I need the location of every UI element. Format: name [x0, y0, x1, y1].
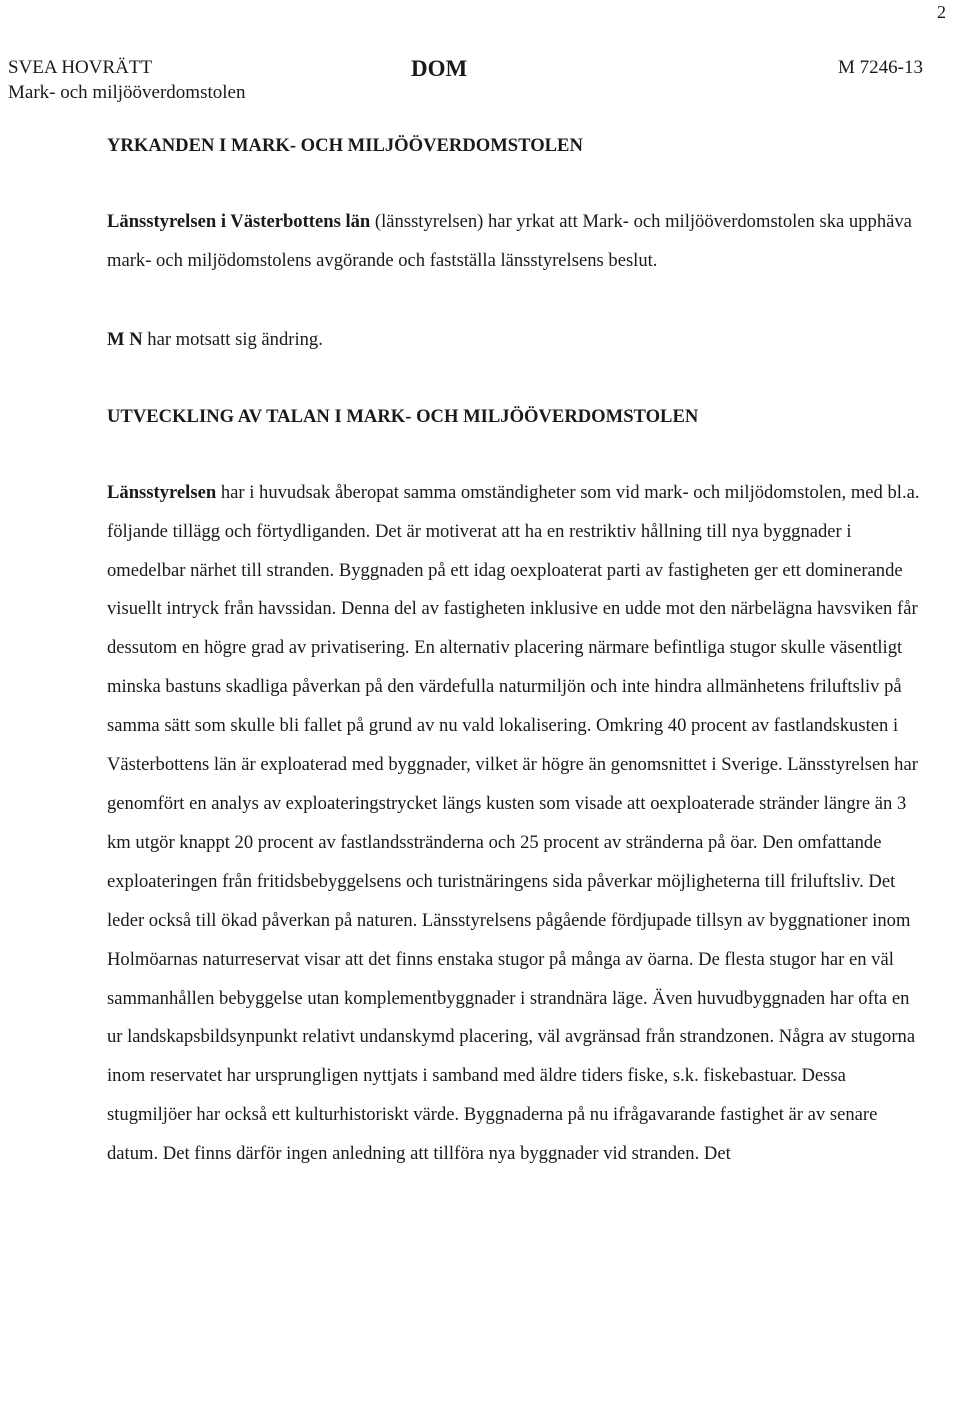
- section-heading-arguments: UTVECKLING AV TALAN I MARK- OCH MILJÖÖVERDOMSTOLEN: [107, 405, 699, 427]
- section-heading-claims: YRKANDEN I MARK- OCH MILJÖÖVERDOMSTOLEN: [107, 135, 583, 156]
- document-body: [107, 127, 927, 1174]
- case-number: M 7246-13: [838, 57, 923, 78]
- court-header: [8, 55, 245, 105]
- claim-paragraph-lansstyrelsen: [107, 203, 927, 281]
- argument-paragraph: [107, 474, 927, 1174]
- claim-text: (länsstyrelsen) har yrkat att Mark- och miljööverdomstolen ska upphäva mark- och miljödomstolens avgörande och fastställa länsstyrelsens beslut.: [107, 211, 912, 271]
- party-name: Länsstyrelsen i Västerbottens län: [107, 211, 371, 232]
- page-number: 2: [937, 2, 946, 22]
- party-name: M N: [107, 328, 143, 350]
- claim-text: har motsatt sig ändring.: [147, 328, 323, 350]
- argument-text: har i huvudsak åberopat samma omständigheter som vid mark- och miljödomstolen, med bl.a. följande tillägg och förtydliganden. Det är motiverat att ha en restriktiv hållning till nya byggnader i omedelbar närhet till stranden. Byggnaden på ett idag oexploaterat parti av fastigheten ger ett dominerande visuellt intryck från havssidan. Denna del av fastigheten inklusive en udde mot den närbelägna havsviken får dessutom en högre grad av privatisering. En alternativ placering närmare befintliga stugor skulle väsentligt minska bastuns skadliga påverkan på den värdefulla naturmiljön och inte hindra allmänhetens friluftsliv på samma sätt som skulle bli fallet på grund av nu vald lokalisering. Omkring 40 procent av fastlandskusten i Västerbottens län är exploaterad med byggnader, vilket är högre än genomsnittet i Sverige. Länsstyrelsen har genomfört en analys av exploateringstrycket längs kusten som visade att oexploaterade stränder längre än 3 km utgör knappt 20 procent av fastlandsstränderna och 25 procent av stränderna på öar. Den omfattande exploateringen från fritidsbebyggelsens och turistnäringens sida påverkar möjligheterna till friluftsliv. Det leder också till ökad påverkan på naturen. Länsstyrelsens pågående fördjupade tillsyn av byggnationer inom Holmöarnas naturreservat visar att det finns enstaka stugor på många av öarna. De flesta stugor har en väl sammanhållen bebyggelse utan komplementbyggnader i strandnära läge. Även huvudbyggnaden har ofta en ur landskapsbildsynpunkt relativt undanskymd placering, väl avgränsad från strandzonen. Några av stugorna inom reservatet har ursprungligen nyttjats i samband med äldre tiders fiske, s.k. fiskebastuar. Dessa stugmiljöer har också ett kulturhistoriskt värde. Byggnaderna på nu ifrågavarande fastighet är av senare datum. Det finns därför ingen anledning att tillföra nya byggnader vid stranden. Det: [107, 481, 920, 1165]
- claim-paragraph-mn: [107, 321, 927, 360]
- court-name: SVEA HOVRÄTT: [8, 57, 153, 78]
- party-name: Länsstyrelsen: [107, 481, 217, 503]
- court-division: Mark- och miljööverdomstolen: [8, 82, 246, 103]
- document-type: DOM: [411, 56, 468, 81]
